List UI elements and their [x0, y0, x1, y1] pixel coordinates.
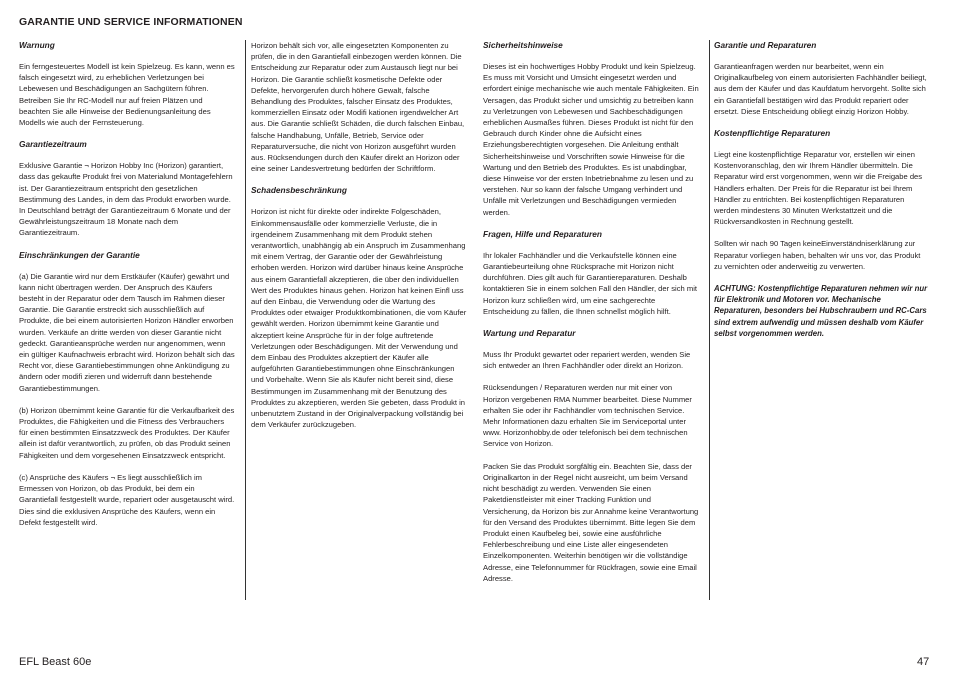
- heading-schadensbeschraenkung: Schadensbeschränkung: [251, 185, 347, 196]
- paragraph: Ein ferngesteuertes Modell ist kein Spielzeug. Es kann, wenn es falsch eingesetzt wird, zu erheblichen Verletzungen bei Lebewesen und Beschädigungen an Sachgütern führen. Betreiben Sie Ihr RC-Modell nur auf freien Plätzen und beachten Sie alle Hinweise der Bedienungsanleitung des Modells wie auch der Fernsteuerung.: [19, 62, 235, 128]
- heading-wartung: Wartung und Reparatur: [483, 328, 576, 339]
- paragraph: Sollten wir nach 90 Tagen keineEinverständniserklärung zur Reparatur vorliegen haben, behalten wir uns vor, das Produkt zu vernichten oder anderweitig zu verwerten.: [714, 239, 921, 271]
- column-4: [714, 40, 930, 350]
- paragraph: Packen Sie das Produkt sorgfältig ein. Beachten Sie, dass der Originalkarton in der Regel nicht ausreicht, um beim Versand nicht beschädigt zu werden. Verwenden Sie einen Paketdienstleister mit einer Tracking Funktion und Versicherung, da Horizon bis zur Annahme keine Verantwortung für den Versand des Produktes übernimmt. Bitte legen Sie dem Produkt einen Kaufbeleg bei, sowie eine ausführliche Fehlerbeschreibung und eine Liste aller eingesendeten Einzelkomponenten. Weiterhin benötigen wir die vollständige Adresse, eine Telefonnummer für Rückfragen, sowie eine Email Adresse.: [483, 461, 699, 583]
- column-2: [251, 40, 469, 442]
- paragraph: Dieses ist ein hochwertiges Hobby Produkt und kein Spielzeug. Es muss mit Vorsicht und Umsicht eingesetzt werden und erfordert einige mechanische wie auch mentale Fähigkeiten. Ein Versagen, das Produkt sicher und umsichtig zu betreiben kann zu Verletzungen von Lebewesen und Sachbeschädigungen erheblichen Ausmaßes führen. Dieses Produkt ist nicht für den Gebrauch durch Kinder ohne die Aufsicht eines Erziehungsberechtigten vorgesehen. Die Anleitung enthält Sicherheitshinweise und Vorschriften sowie Hinweise für die Wartung und den Betrieb des Produktes. Es ist unabdingbar, diese Hinweise vor der ersten Inbetriebnahme zu lesen und zu verstehen. Nur so kann der falsche Umgang verhindert und Unfälle mit Verletzungen und Beschädigungen vermieden werden.: [483, 62, 699, 217]
- page-number: 47: [917, 656, 930, 668]
- paragraph: (b) Horizon übernimmt keine Garantie für die Verkaufbarkeit des Produktes, die Fähigkeiten und die Fitness des Verbrauchers für einen bestimmten Einsatzzweck des Produktes. Der Käufer allein ist dafür verantwortlich, zu prüfen, ob das Produkt seinen Fähigkeiten und dem vorgesehenen Einsatzzweck entspricht.: [19, 405, 235, 460]
- paragraph: (a) Die Garantie wird nur dem Erstkäufer (Käufer) gewährt und kann nicht übertragen werden. Der Anspruch des Käufers besteht in der Reparatur oder dem Tausch im Rahmen dieser Garantie. Die Garantie erstreckt sich ausschließlich auf Produkte, die bei einem autorisierten Horizon Händler erworben wurden. Verkäufe an dritte werden von dieser Garantie nicht gedeckt. Garantieansprüche werden nur angenommen, wenn ein gültiger Kaufnachweis erbracht wird. Horizon behält sich das Recht vor, diese Garantiebestimmungen ohne Ankündigung zu ändern oder modifi zieren und widerruft dann bestehende Garantiebestimmungen.: [19, 271, 235, 393]
- page-title: GARANTIE UND SERVICE INFORMATIONEN: [19, 16, 243, 28]
- heading-garantiezeitraum: Garantiezeitraum: [19, 139, 87, 150]
- paragraph: Rücksendungen / Reparaturen werden nur mit einer von Horizon vergebenen RMA Nummer bearbeitet. Diese Nummer erhalten Sie oder ihr Fachhändler vom technischen Service. Mehr Informationen dazu erhalten Sie im Serviceportal unter www. Horizonhobby.de oder telefonisch bei dem technischen Service von Horizon.: [483, 383, 692, 449]
- heading-einschraenkungen: Einschränkungen der Garantie: [19, 249, 140, 260]
- column-1: [19, 40, 235, 539]
- paragraph: Exklusive Garantie ¬ Horizon Hobby Inc (Horizon) garantiert, dass das gekaufte Produkt frei von Materialund Montagefehlern ist. Der Garantiezeitraum entspricht den gesetzlichen Bestimmung des Landes, in dem das Produkt erworben wurde. In Deutschland beträgt der Garantiezeitraum 6 Monate und der Gewährleistungszeitraum 18 Monate nach dem Garantiezeitraum.: [19, 161, 233, 238]
- paragraph: Liegt eine kostenpflichtige Reparatur vor, erstellen wir einen Kostenvoranschlag, den wir Ihrem Händler übermitteln. Die Reparatur wird erst vorgenommen, wenn wir die Freigabe des Händlers erhalten. Der Preis für die Reparatur ist bei Ihrem Händler zu entrichten. Bei kostenpflichtigen Reparaturen werden mindestens 30 Minuten Werkstattzeit und die Rückversandkosten in Rechnung gestellt.: [714, 150, 923, 227]
- paragraph: (c) Ansprüche des Käufers ¬ Es liegt ausschließlich im Ermessen von Horizon, ob das Produkt, bei dem ein Garantiefall festgestellt wurde, repariert oder ausgetauscht wird. Dies sind die exklusiven Ansprüche des Käufers, wenn ein Defekt festgestellt wird.: [19, 472, 235, 527]
- heading-garantie-reparaturen: Garantie und Reparaturen: [714, 40, 817, 50]
- column-3: [483, 40, 699, 595]
- heading-warnung: Warnung: [19, 40, 55, 50]
- paragraph: Garantieanfragen werden nur bearbeitet, wenn ein Originalkaufbeleg von einem autorisierten Fachhändler beiliegt, aus dem der Käufer und das Kaufdatum hervorgeht. Sollte sich ein Garantiefall bestätigen wird das Produkt repariert oder ersetzt. Diese Entscheidung obliegt einzig Horizon Hobby.: [714, 62, 927, 116]
- heading-fragen-hilfe: Fragen, Hilfe und Reparaturen: [483, 228, 602, 239]
- paragraph: Ihr lokaler Fachhändler und die Verkaufstelle können eine Garantiebeurteilung ohne Rücksprache mit Horizon nicht durchführen. Dies gilt auch für Garantiereparaturen. Deshalb kontaktieren Sie in einem solchen Fall den Händler, der sich mit Horizon kurz schließen wird, um eine sachgerechte Entscheidung zu fällen, die Ihnen schnellst möglich hilft.: [483, 250, 698, 316]
- column-divider: [245, 40, 246, 600]
- heading-kostenpflichtige: Kostenpflichtige Reparaturen: [714, 128, 831, 139]
- footer-product-name: EFL Beast 60e: [19, 656, 92, 668]
- column-divider: [709, 40, 710, 600]
- paragraph: Muss Ihr Produkt gewartet oder repariert werden, wenden Sie sich entweder an Ihren Fachhändler oder direkt an Horizon.: [483, 350, 691, 371]
- paragraph: Horizon ist nicht für direkte oder indirekte Folgeschäden, Einkommensausfälle oder kommerzielle Verluste, die in irgendeinem Zusammenhang mit dem Produkt stehen verantwortlich, unabhängig ab ein Anspruch im Zusammenhang mit einem Vertrag, der Garantie oder der Gewährleistung erhoben werden. Horizon wird darüber hinaus keine Ansprüche aus einem Garantiefall akzeptieren, die über den individuellen Wert des Produktes hinaus gehen. Horizon hat keinen Einfl uss auf den Einbau, die Verwendung oder die Wartung des Produktes oder etwaiger Produktkombinationen, die vom Käufer gewählt werden. Horizon übernimmt keine Garantie und akzeptiert keine Ansprüche für in der folge auftretende Verletzungen oder Beschädigungen. Mit der Verwendung und dem Einbau des Produktes akzeptiert der Käufer alle aufgeführten Garantiebestimmungen ohne Einschränkungen und Vorbehalte. Wenn Sie als Käufer nicht bereit sind, diese Bestimmungen im Zusammenhang mit der Benutzung des Produktes zu akzeptieren, werden Sie gebeten, dass Produkt in unbenutztem Zustand in der Originalverpackung vollständig bei dem Verkäufer zurückzugeben.: [251, 207, 467, 430]
- paragraph: Horizon behält sich vor, alle eingesetzten Komponenten zu prüfen, die in den Garantiefall einbezogen werden können. Die Entscheidung zur Reparatur oder zum Austausch liegt nur bei Horizon. Die Garantie schließt kosmetische Defekte oder Defekte, hervorgerufen durch höhere Gewalt, falsche Behandlung des Produktes, falscher Einsatz des Produktes, kommerziellen Einsatz oder Modifi kationen irgendwelcher Art aus. Die Garantie schließt Schäden, die durch falschen Einbau, falsche Handhabung, Unfälle, Betrieb, Service oder Reparaturversuche, die nicht von Horizon ausgeführt wurden aus. Rücksendungen durch den Käufer direkt an Horizon oder eine seiner Landesvertretung bedürfen der Schriftform.: [251, 41, 465, 174]
- warning-notice: ACHTUNG: Kostenpflichtige Reparaturen nehmen wir nur für Elektronik und Motoren vor. Mechanische Reparaturen, besonders bei Hubschraubern und RC-Cars sind extrem aufwendig und müssen deshalb vom Käufer selbst vorgenommen werden.: [714, 284, 928, 338]
- heading-sicherheitshinweise: Sicherheitshinweise: [483, 40, 563, 50]
